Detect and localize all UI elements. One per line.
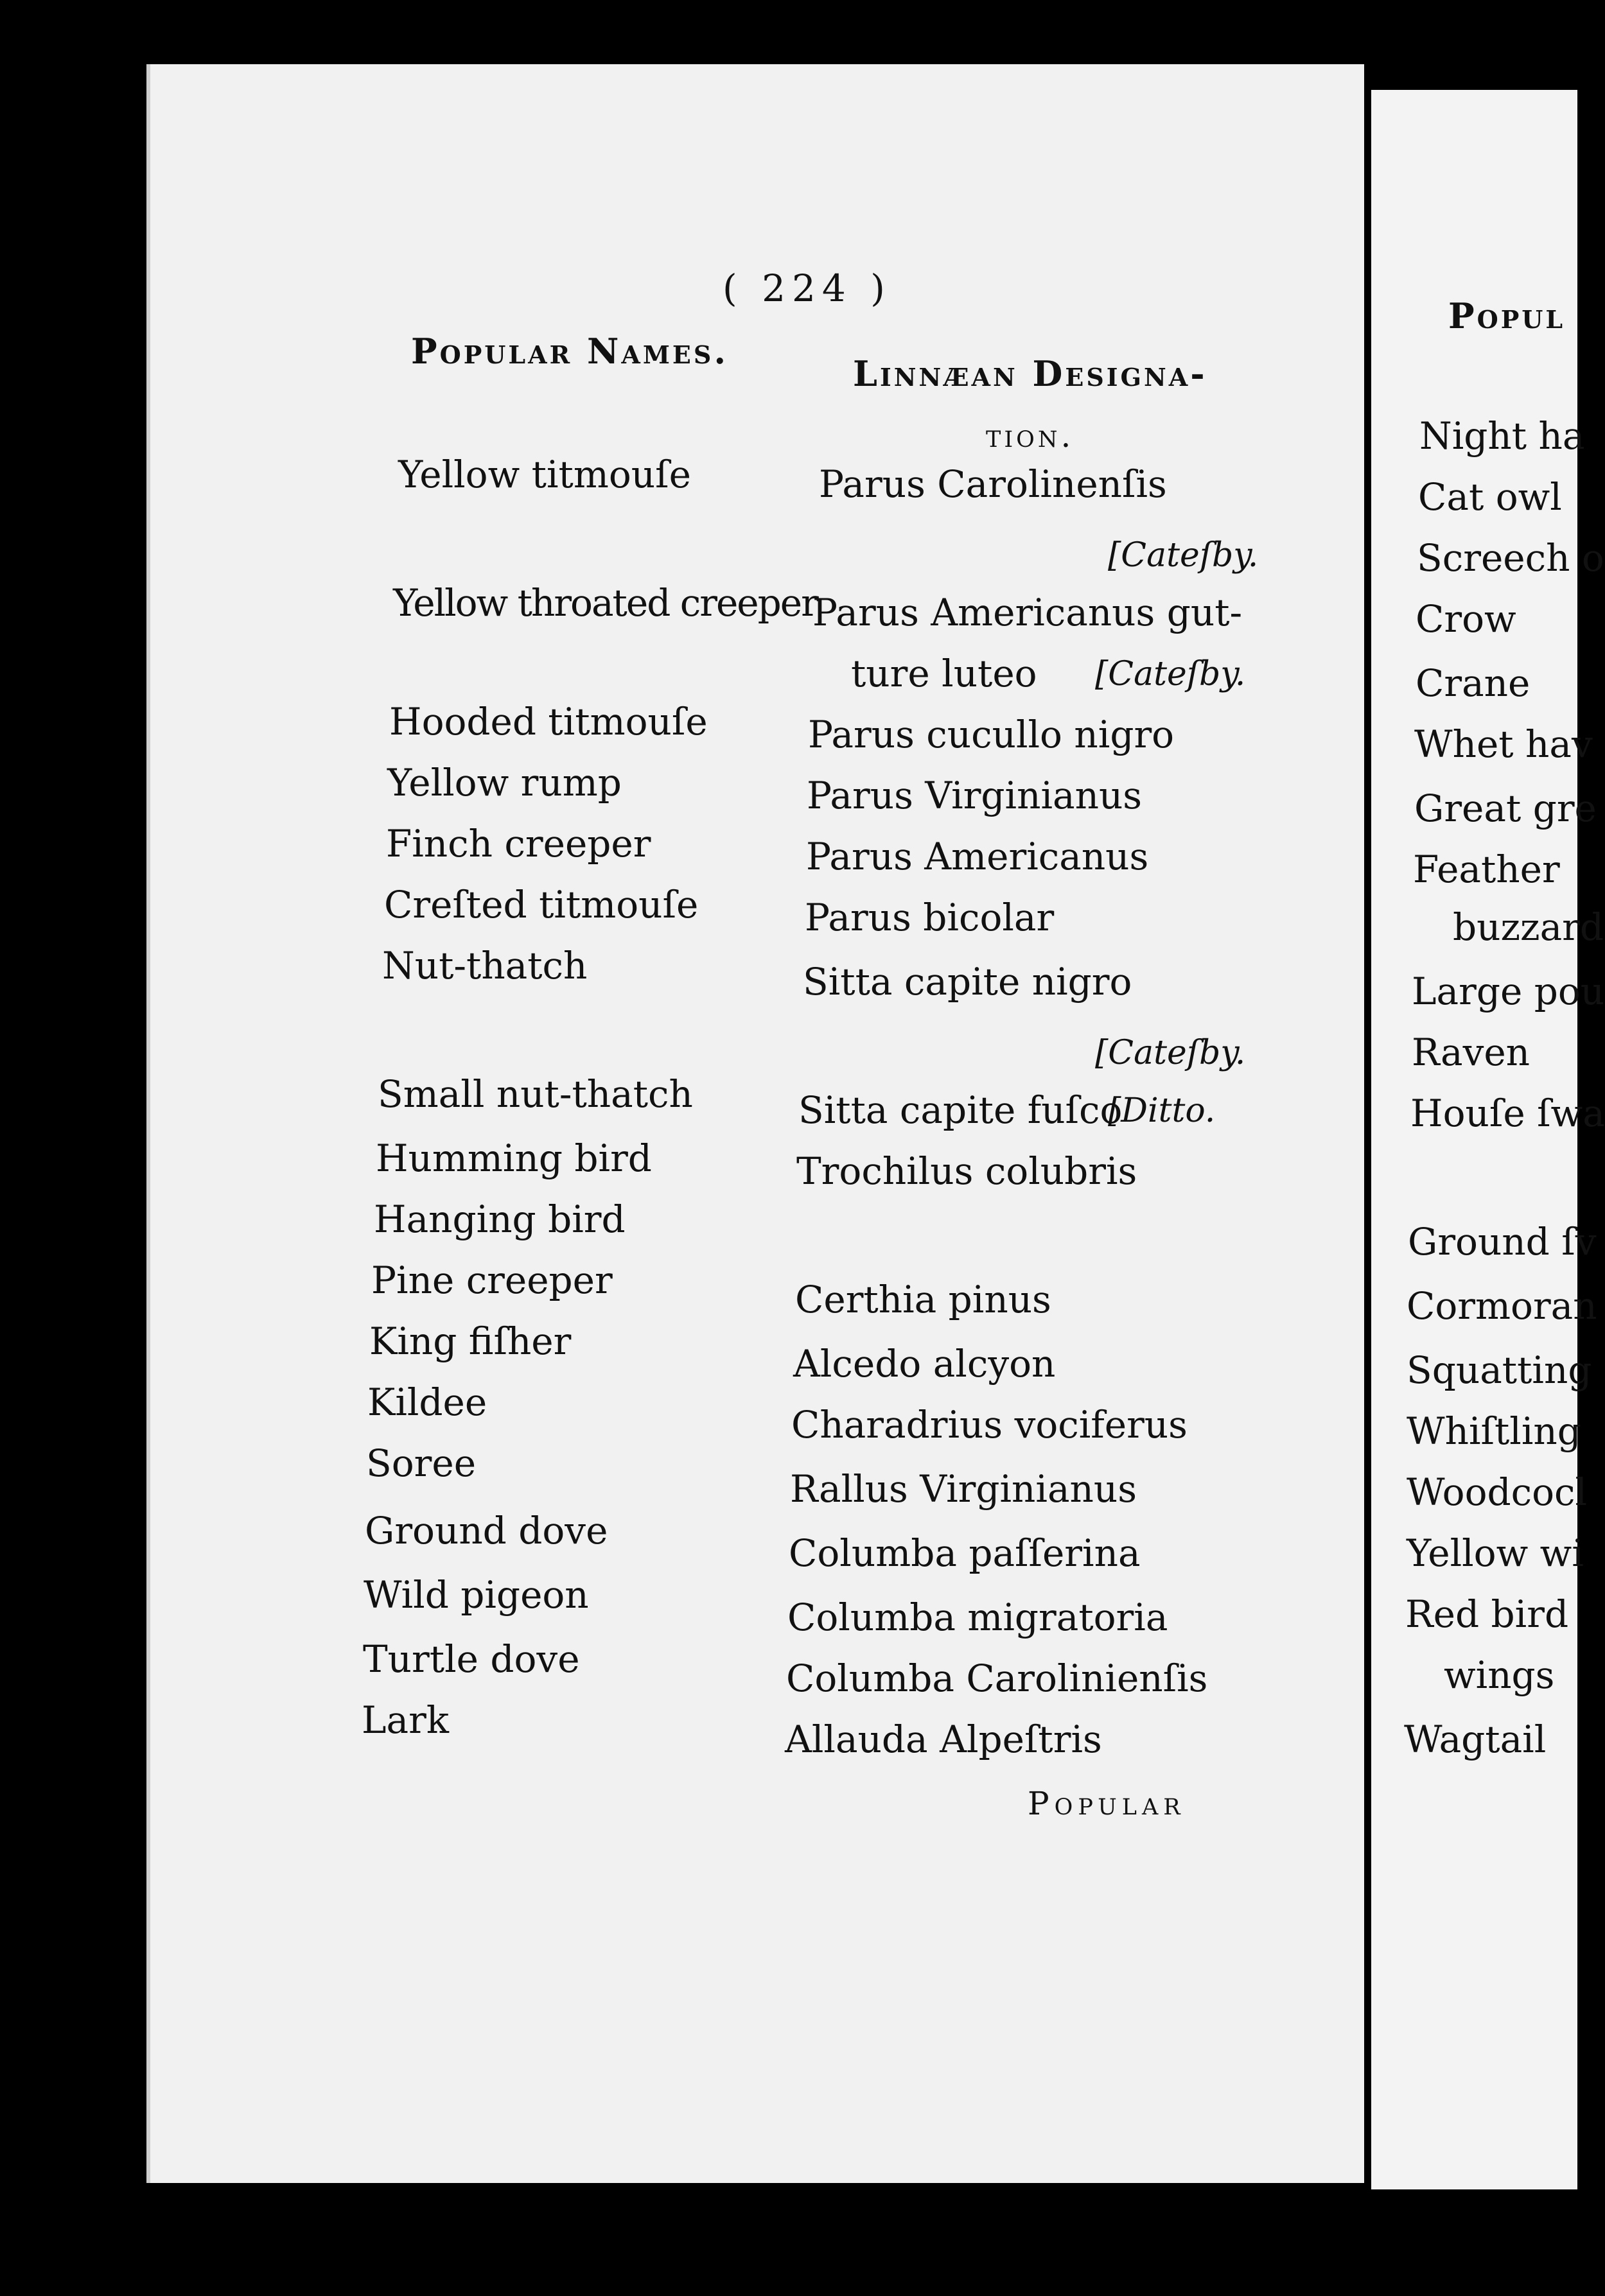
linnaean-name: Trochilus colubris [796,1149,1137,1193]
citation: [Cateſby. [1108,536,1259,575]
popular-name: Ground dove [365,1509,608,1552]
right-page [1371,90,1577,2189]
linnaean-name: Parus Americanus [806,835,1149,878]
citation: [Cateſby. [1095,1034,1246,1072]
facing-page-line: Ground ſv [1408,1220,1597,1264]
linnaean-name: Parus cucullo nigro [808,713,1175,756]
facing-page-line: Yellow wi [1407,1531,1584,1575]
linnaean-name: ture luteo [851,652,1037,695]
facing-page-line: Raven [1412,1031,1530,1074]
popular-name: Nut-thatch [382,944,588,987]
popular-name: Lark [362,1698,449,1742]
facing-page-line: Cat owl [1418,475,1562,519]
popular-names-heading: Popular Names. [411,331,729,372]
linnaean-name: Columba migratoria [787,1596,1168,1639]
facing-page-line: Screech o [1417,536,1604,580]
popular-name: Creſted titmouſe [384,883,699,926]
facing-page-line: Large pou [1412,970,1605,1013]
facing-page-line: buzzard [1453,905,1604,949]
page-number: ( 224 ) [723,266,891,310]
facing-page-line: Crane [1416,661,1530,705]
facing-page-line: Woodcocl [1407,1470,1588,1514]
popular-name: Soree [366,1441,477,1485]
citation: [Ditto. [1108,1091,1216,1130]
popular-name: Turtle dove [363,1637,580,1681]
linnaean-name: Certhia pinus [795,1278,1051,1321]
linnaean-name: Parus Carolinenſis [819,462,1167,506]
linnaean-name: Columba paſſerina [789,1531,1141,1575]
popular-name: Pine creeper [371,1258,613,1302]
facing-page-line: Whiſtling [1407,1409,1581,1453]
linnaean-name: Charadrius vociferus [791,1403,1188,1447]
facing-page-line: Wagtail [1404,1718,1547,1761]
linnaean-name: Parus Americanus gut- [812,591,1243,634]
popular-name: King fiſher [369,1319,572,1363]
popular-name: Hooded titmouſe [389,700,708,744]
linnaean-name: Rallus Virginianus [790,1467,1137,1511]
popular-name: Yellow titmouſe [398,453,691,496]
popular-name: Yellow rump [387,761,622,804]
facing-page-line: Night ha [1419,414,1585,458]
popular-name: Yellow throated creeper [393,581,818,625]
facing-page-line: Great gre [1414,787,1597,830]
facing-page-line: Squatting [1407,1348,1592,1392]
linnaean-name: Parus Virginianus [807,774,1143,817]
popular-name: Hanging bird [374,1197,626,1241]
facing-page-line: Cormoran [1407,1284,1597,1328]
linnaean-name: Columba Carolinienſis [786,1657,1208,1700]
facing-page-line: Crow [1416,597,1516,641]
linnaean-name: Allauda Alpeſtris [785,1718,1102,1761]
linnaean-heading-continued: tion. [986,417,1074,455]
catchword: Popular [1028,1785,1186,1822]
facing-page-line: Houſe ſwa [1410,1091,1605,1135]
popular-name: Humming bird [376,1136,652,1180]
facing-page-line: Feather [1413,848,1560,891]
popular-name: Finch creeper [386,822,651,865]
facing-page-line: wings [1444,1653,1555,1697]
linnaean-name: Alcedo alcyon [793,1342,1056,1386]
facing-page-line: Red bird [1405,1592,1569,1636]
popular-name: Small nut-thatch [378,1072,693,1116]
linnaean-heading: Linnæan Designa- [853,353,1207,394]
facing-page-heading: Popul [1448,295,1566,336]
linnaean-name: Sitta capite nigro [803,960,1132,1004]
linnaean-name: Sitta capite fuſco [798,1088,1123,1132]
facing-page-line: Whet hav [1414,722,1593,766]
citation: [Cateſby. [1095,655,1246,693]
linnaean-name: Parus bicolar [805,896,1055,939]
popular-name: Wild pigeon [364,1573,589,1617]
popular-name: Kildee [367,1380,487,1424]
